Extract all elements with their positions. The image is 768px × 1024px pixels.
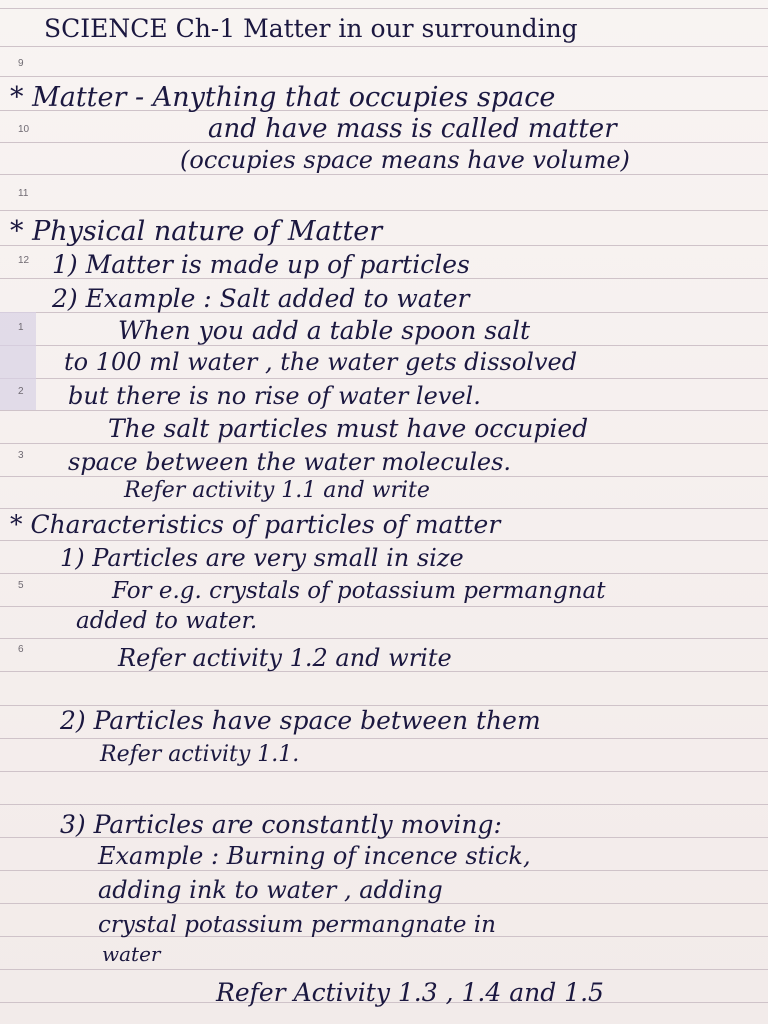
note-line: Example : Burning of incence stick, xyxy=(98,842,531,870)
note-line: Refer Activity 1.3 , 1.4 and 1.5 xyxy=(216,978,604,1007)
ruled-line xyxy=(0,8,768,9)
ruled-line xyxy=(0,638,768,639)
ruled-line xyxy=(0,76,768,77)
ruled-line xyxy=(0,345,768,346)
ruled-line xyxy=(0,804,768,805)
ruled-line xyxy=(0,540,768,541)
definition-line: and have mass is called matter xyxy=(208,114,617,144)
ruled-line xyxy=(0,410,768,411)
margin-number: 5 xyxy=(18,580,24,591)
margin-number: 6 xyxy=(18,644,24,655)
note-line: space between the water molecules. xyxy=(68,448,512,476)
ruled-line xyxy=(0,476,768,477)
ruled-line xyxy=(0,870,768,871)
note-line: Refer activity 1.1. xyxy=(100,742,300,767)
note-line: to 100 ml water , the water gets dissolved xyxy=(64,348,578,376)
ruled-line xyxy=(0,46,768,47)
note-line: For e.g. crystals of potassium permangnat xyxy=(112,578,606,604)
ruled-line xyxy=(0,378,768,379)
ruled-line xyxy=(0,573,768,574)
ruled-line xyxy=(0,174,768,175)
ruled-line xyxy=(0,210,768,211)
note-line: 2) Particles have space between them xyxy=(60,706,541,735)
margin-number: 10 xyxy=(18,124,30,135)
page-title: SCIENCE Ch-1 Matter in our surrounding xyxy=(44,14,578,43)
note-line: Refer activity 1.2 and write xyxy=(118,644,452,672)
ruled-line xyxy=(0,443,768,444)
margin-number: 1 xyxy=(18,322,24,333)
note-line: 1) Particles are very small in size xyxy=(60,544,464,572)
ruled-line xyxy=(0,969,768,970)
ruled-line xyxy=(0,738,768,739)
margin-number: 9 xyxy=(18,58,24,69)
margin-number: 11 xyxy=(18,188,29,199)
section-heading: * Physical nature of Matter xyxy=(10,216,383,247)
note-line: When you add a table spoon salt xyxy=(118,316,531,345)
note-line: The salt particles must have occupied xyxy=(108,414,589,443)
ruled-line xyxy=(0,508,768,509)
definition-line: * Matter - Anything that occupies space xyxy=(10,82,556,113)
margin-number: 12 xyxy=(18,255,30,266)
definition-line: (occupies space means have volume) xyxy=(180,146,630,174)
note-line: Refer activity 1.1 and write xyxy=(124,478,430,503)
note-line: adding ink to water , adding xyxy=(98,876,443,904)
note-line: 2) Example : Salt added to water xyxy=(52,284,470,313)
note-line: 1) Matter is made up of particles xyxy=(52,250,470,279)
note-line: water xyxy=(102,942,161,966)
margin-number: 3 xyxy=(18,450,24,461)
margin-number: 2 xyxy=(18,386,24,397)
note-line: crystal potassium permangnate in xyxy=(98,912,496,938)
note-line: added to water. xyxy=(76,608,258,634)
ruled-line xyxy=(0,606,768,607)
note-line: 3) Particles are constantly moving: xyxy=(60,810,502,839)
note-line: but there is no rise of water level. xyxy=(68,382,481,410)
ruled-line xyxy=(0,771,768,772)
section-heading: * Characteristics of particles of matter xyxy=(10,510,501,539)
